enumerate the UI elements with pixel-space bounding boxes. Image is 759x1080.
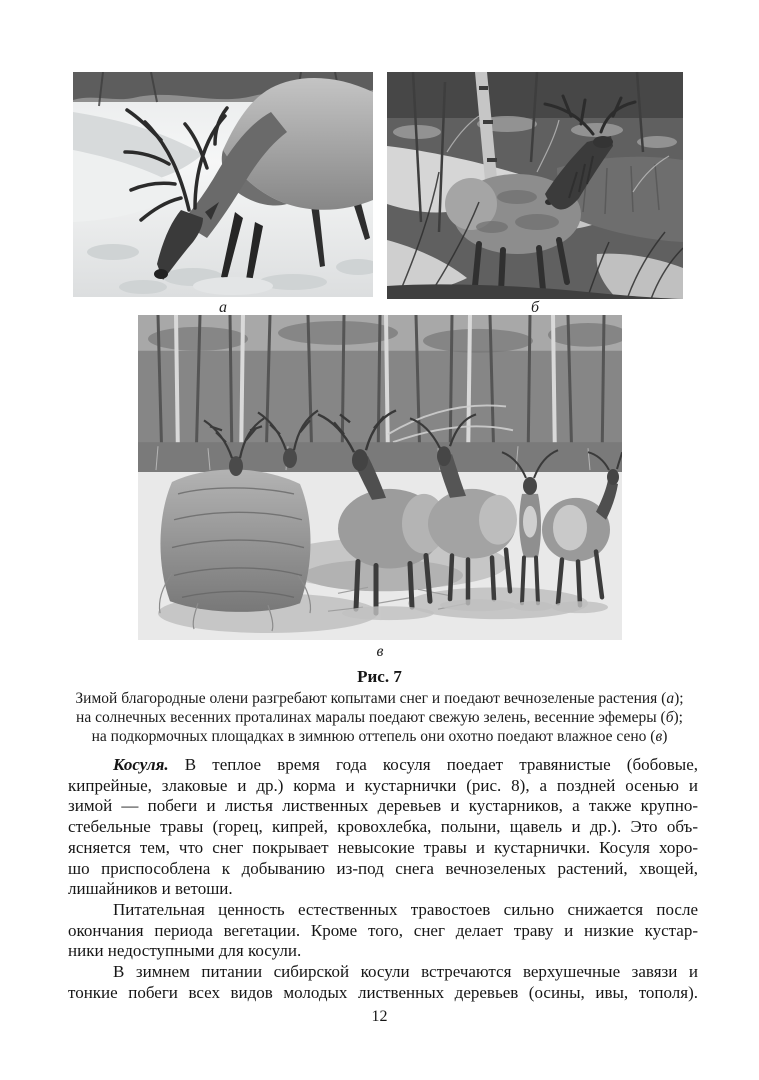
body-line: стебельные травы (горец, кипрей, кровохлебка, полыни, щавель и др.). Это объ- <box>68 817 698 837</box>
body-line: зимой — побеги и листья лиственных деревьев и кустарников, а также крупно- <box>68 796 698 816</box>
caption-line: на солнечных весенних проталинах маралы поедают свежую зелень, весенние эфемеры (б); <box>76 709 683 726</box>
caption-line: на подкормочных площадках в зимнюю оттепель они охотно поедают влажное сено (в) <box>91 728 668 745</box>
body-line: В зимнем питании сибирской косули встречаются верхушечные завязи и <box>113 962 698 982</box>
photo-label-v: в <box>376 643 384 660</box>
figure-title: Рис. 7 <box>357 667 402 686</box>
photo-label-a: а <box>219 299 227 316</box>
page-number: 12 <box>371 1008 388 1025</box>
photo-b-image <box>387 72 683 299</box>
caption-line: Зимой благородные олени разгребают копытами снег и поедают вечнозеленые растения (а); <box>75 690 684 707</box>
body-line: окончания периода вегетации. Кроме того, снег делает траву и низкие кустар- <box>68 920 698 940</box>
body-line: Косуля. В теплое время года косуля поедает травянистые (бобовые, <box>113 755 698 774</box>
body-text <box>68 755 698 1003</box>
body-line: ники недоступными для косули. <box>68 941 302 961</box>
photo-a-image <box>73 72 373 297</box>
body-line: Питательная ценность естественных травостоев сильно снижается после <box>113 899 698 919</box>
body-line: тонкие побеги всех видов молодых лиственных деревьев (осины, ивы, тополя). <box>68 982 698 1002</box>
paragraph-lead: Косуля. <box>113 755 169 774</box>
photo-v-image <box>138 315 622 640</box>
photo-v <box>138 315 622 640</box>
body-line: лишайников и ветоши. <box>68 879 233 899</box>
body-line: кипрейные, злаковые и др.) корма и кустарнички (рис. 8), а поздней осенью и <box>68 775 698 795</box>
photo-b <box>387 72 683 299</box>
photo-label-b: б <box>530 299 540 316</box>
photo-a <box>73 72 373 297</box>
body-line: шо приспособлена к добыванию из-под снега вечнозеленых растений, хвощей, <box>68 858 698 878</box>
figure-caption <box>52 689 707 746</box>
body-line: ясняется тем, что снег покрывает невысокие травы и кустарнички. Косуля хоро- <box>68 837 698 857</box>
